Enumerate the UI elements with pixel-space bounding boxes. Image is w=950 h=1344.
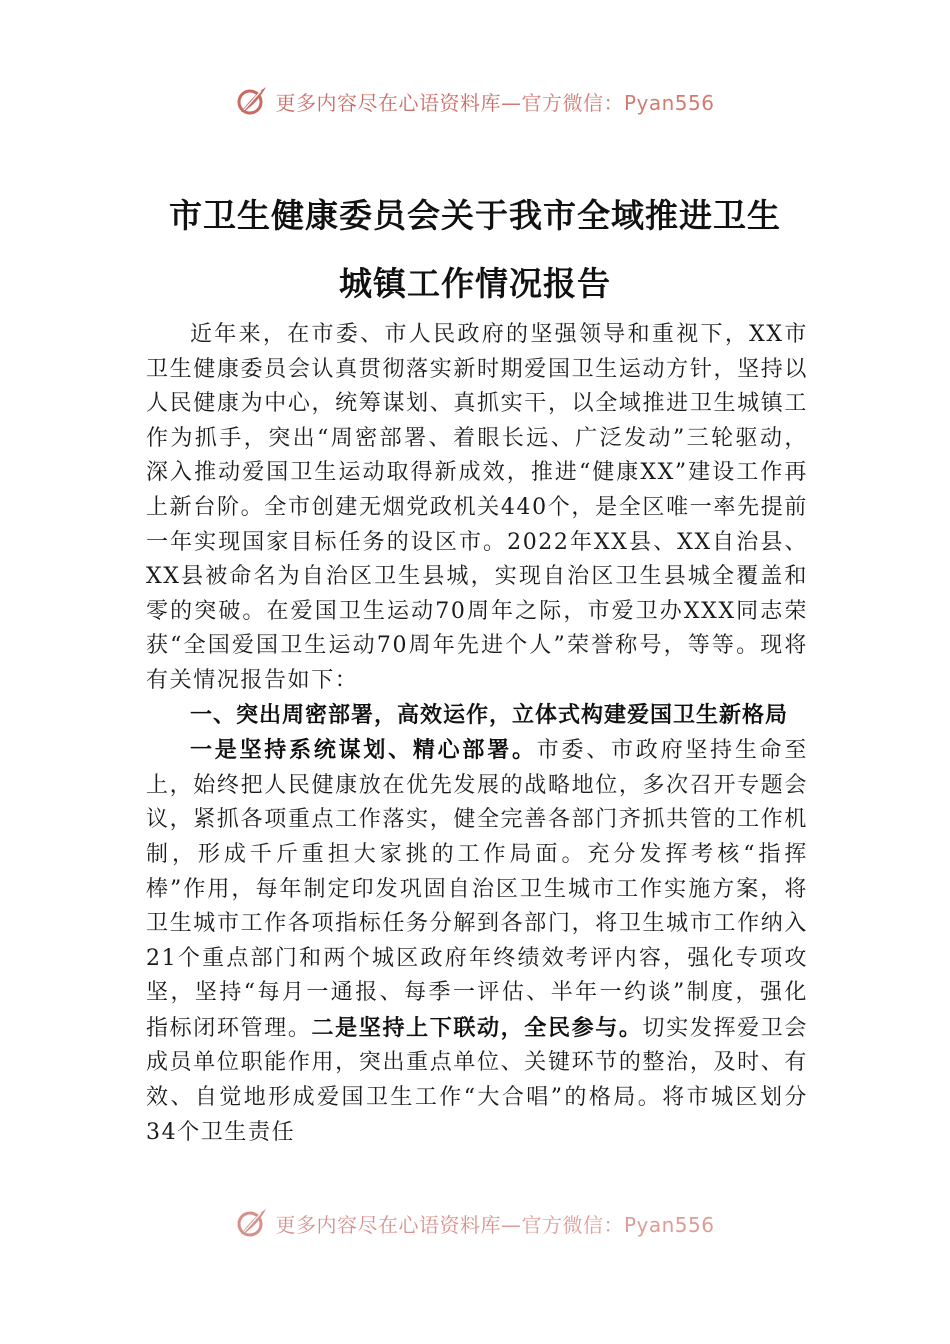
point-1-text: 市委、市政府坚持生命至上，始终把人民健康放在优先发展的战略地位，多次召开专题会议，紧抓各项重点工作落实，健全完善各部门齐抓共管的工作机制，形成千斤重担大家挑的工作局面。充分发挥考核“指挥棒”作用，每年制定印发巩固自治区卫生城市工作实施方案，将卫生城市工作各项指标任务分解到各部门，将卫生城市工作纳入21个重点部门和两个城区政府年终绩效考评内容，强化专项攻坚，坚持“每月一通报、每季一评估、半年一约谈”制度，强化指标闭环管理。: [146, 738, 808, 1041]
point-2-text: 切实发挥爱卫会成员单位职能作用，突出重点单位、关键环节的整治，及时、有效、自觉地形成爱国卫生工作“大合唱”的格局。将市城区划分34个卫生责任: [146, 1015, 809, 1145]
point-1-lead: 一是坚持系统谋划、精心部署。: [190, 737, 537, 764]
document-title-line-2: 城镇工作情况报告: [339, 264, 611, 303]
body-paragraph: [146, 733, 808, 1150]
quill-logo-icon: [235, 84, 269, 118]
document-body: [146, 318, 808, 1150]
document-title-line-1: 市卫生健康委员会关于我市全域推进卫生: [169, 196, 781, 235]
watermark-header: [0, 84, 950, 118]
intro-paragraph: 近年来，在市委、市人民政府的坚强领导和重视下，XX市卫生健康委员会认真贯彻落实新时期爱国卫生运动方针，坚持以人民健康为中心，统筹谋划、真抓实干，以全域推进卫生城镇工作为抓手，突出“周密部署、着眼长远、广泛发动”三轮驱动，深入推动爱国卫生运动取得新成效，推进“健康XX”建设工作再上新台阶。全市创建无烟党政机关440个，是全区唯一率先提前一年实现国家目标任务的设区市。2022年XX县、XX自治县、XX县被命名为自治区卫生县城，实现自治区卫生县城全覆盖和零的突破。在爱国卫生运动70周年之际，市爱卫办XXX同志荣获“全国爱国卫生运动70周年先进个人”荣誉称号，等等。现将有关情况报告如下：: [146, 322, 808, 693]
watermark-text: 更多内容尽在心语资料库—官方微信：Pyan556: [275, 90, 715, 115]
section-heading-1: 一、突出周密部署，高效运作，立体式构建爱国卫生新格局: [190, 702, 789, 728]
point-2-lead: 二是坚持上下联动，全民参与。: [311, 1014, 643, 1041]
watermark-footer: [0, 1206, 950, 1240]
quill-logo-icon: [235, 1206, 269, 1240]
watermark-text: 更多内容尽在心语资料库—官方微信：Pyan556: [275, 1212, 715, 1237]
